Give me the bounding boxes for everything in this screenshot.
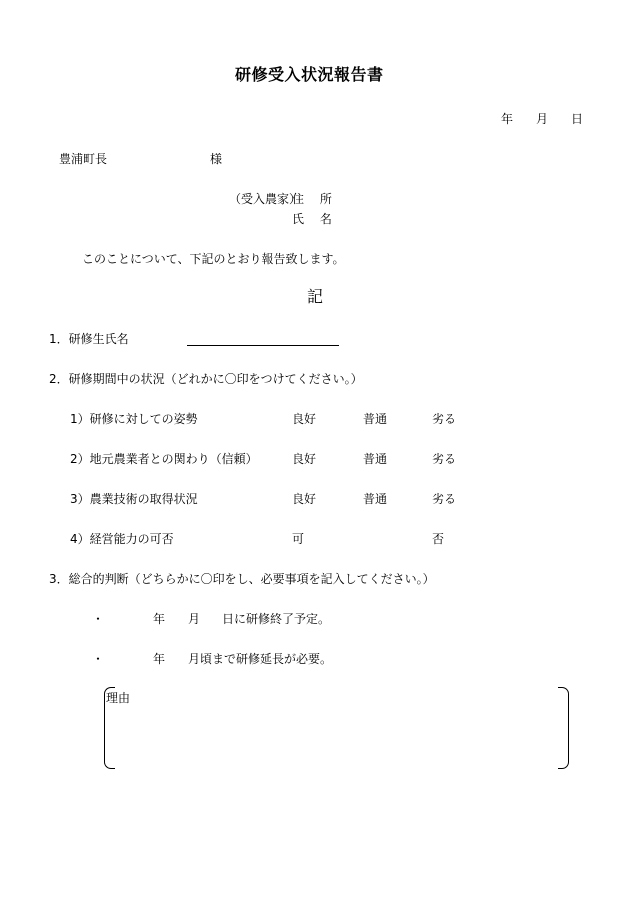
option2-bullet: ・ xyxy=(92,652,105,666)
option1-bullet: ・ xyxy=(92,612,105,626)
item1-option-normal: 普通 xyxy=(363,412,388,426)
item4-option-no: 否 xyxy=(432,532,445,546)
section1-label: 1．研修生氏名 xyxy=(49,332,129,346)
addressee-name: 豊浦町長 xyxy=(59,152,108,166)
date-day: 日 xyxy=(571,112,584,126)
trainee-name-underline xyxy=(187,345,339,346)
item2-option-normal: 普通 xyxy=(363,452,388,466)
ki-heading: 記 xyxy=(307,287,324,306)
item3-option-poor: 劣る xyxy=(432,492,457,506)
item1-label: 1）研修に対しての姿勢 xyxy=(70,412,198,426)
option1-year: 年 xyxy=(153,612,166,626)
item1-option-poor: 劣る xyxy=(432,412,457,426)
section2-label: 2．研修期間中の状況（どれかに〇印をつけてください。） xyxy=(49,372,363,386)
option1-month: 月 xyxy=(188,612,201,626)
item2-label: 2）地元農業者との関わり（信頼） xyxy=(70,452,258,466)
reason-bracket-right xyxy=(558,687,569,769)
item3-label: 3）農業技術の取得状況 xyxy=(70,492,198,506)
reason-label: 理由 xyxy=(106,691,131,705)
sender-label: （受入農家） xyxy=(229,192,302,206)
item3-option-normal: 普通 xyxy=(363,492,388,506)
item3-option-good: 良好 xyxy=(292,492,317,506)
date-year: 年 xyxy=(501,112,514,126)
item4-label: 4）経営能力の可否 xyxy=(70,532,174,546)
option1-text: 日に研修終了予定。 xyxy=(222,612,331,626)
option2-text: 月頃まで研修延長が必要。 xyxy=(188,652,333,666)
sender-address-label: 住 所 xyxy=(292,192,332,206)
intro-text: このことについて、下記のとおり報告致します。 xyxy=(82,252,345,266)
item2-option-good: 良好 xyxy=(292,452,317,466)
date-month: 月 xyxy=(536,112,549,126)
item4-option-yes: 可 xyxy=(292,532,305,546)
item2-option-poor: 劣る xyxy=(432,452,457,466)
addressee-honorific: 様 xyxy=(210,152,223,166)
document-title: 研修受入状況報告書 xyxy=(235,65,384,84)
option2-year: 年 xyxy=(153,652,166,666)
section3-label: 3．総合的判断（どちらかに〇印をし、必要事項を記入してください。） xyxy=(49,572,435,586)
sender-name-label: 氏 名 xyxy=(292,212,332,226)
item1-option-good: 良好 xyxy=(292,412,317,426)
